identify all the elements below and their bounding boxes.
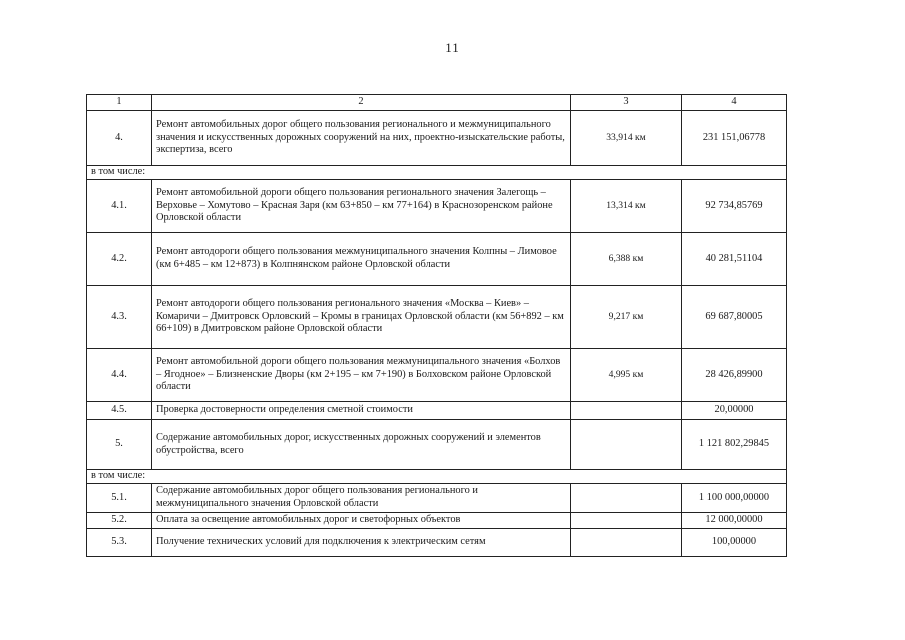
row-description: Проверка достоверности определения сметной стоимости — [152, 402, 571, 420]
page-number: 11 — [445, 40, 460, 55]
subheader-label: в том числе: — [87, 470, 787, 484]
row-amount: 1 100 000,00000 — [682, 484, 787, 513]
table-row — [87, 286, 787, 349]
row-description: Оплата за освещение автомобильных дорог и светофорных объектов — [152, 513, 571, 529]
row-length: 33,914 км — [571, 111, 682, 166]
budget-table — [86, 94, 787, 557]
row-number: 4.5. — [87, 402, 152, 420]
table-row — [87, 349, 787, 402]
table-row — [87, 402, 787, 420]
row-description: Ремонт автодороги общего пользования межмуниципального значения Колпны – Лимовое (км 6+485 – км 12+873) в Колпнянском районе Орловской области — [152, 233, 571, 286]
row-description: Ремонт автомобильной дороги общего пользования регионального значения Залегощь – Верховье – Хомутово – Красная Заря (км 63+850 – км 77+164) в Краснозоренском районе Орловской области — [152, 180, 571, 233]
table-row — [87, 233, 787, 286]
row-length: 9,217 км — [571, 286, 682, 349]
row-description: Ремонт автодороги общего пользования регионального значения «Москва – Киев» – Комаричи – Дмитровск Орловский – Кромы в границах Орловской области (км 56+892 – км 66+109) в Дмитровском районе Орловской области — [152, 286, 571, 349]
row-number: 5.2. — [87, 513, 152, 529]
header-cell-4: 4 — [682, 95, 787, 111]
row-length: 6,388 км — [571, 233, 682, 286]
row-number: 5. — [87, 420, 152, 470]
row-number: 4. — [87, 111, 152, 166]
row-length — [571, 420, 682, 470]
row-amount: 20,00000 — [682, 402, 787, 420]
subheader-label: в том числе: — [87, 166, 787, 180]
row-amount: 1 121 802,29845 — [682, 420, 787, 470]
header-cell-3: 3 — [571, 95, 682, 111]
table-row — [87, 420, 787, 470]
row-length — [571, 484, 682, 513]
row-number: 4.1. — [87, 180, 152, 233]
row-length: 13,314 км — [571, 180, 682, 233]
table-row — [87, 513, 787, 529]
subheader-row — [87, 470, 787, 484]
row-amount: 12 000,00000 — [682, 513, 787, 529]
row-length — [571, 402, 682, 420]
row-length — [571, 529, 682, 557]
row-number: 5.3. — [87, 529, 152, 557]
row-length — [571, 513, 682, 529]
header-cell-1: 1 — [87, 95, 152, 111]
row-amount: 69 687,80005 — [682, 286, 787, 349]
row-amount: 100,00000 — [682, 529, 787, 557]
header-cell-2: 2 — [152, 95, 571, 111]
row-description: Ремонт автомобильной дороги общего пользования межмуниципального значения «Болхов – Ягодное» – Близненские Дворы (км 2+195 – км 7+190) в Болховском районе Орловской области — [152, 349, 571, 402]
row-number: 4.2. — [87, 233, 152, 286]
row-number: 4.4. — [87, 349, 152, 402]
row-description: Содержание автомобильных дорог общего пользования регионального и межмуниципального значения Орловской области — [152, 484, 571, 513]
row-description: Получение технических условий для подключения к электрическим сетям — [152, 529, 571, 557]
row-amount: 28 426,89900 — [682, 349, 787, 402]
row-number: 4.3. — [87, 286, 152, 349]
table-row — [87, 529, 787, 557]
row-description: Ремонт автомобильных дорог общего пользования регионального и межмуниципального значения и искусственных дорожных сооружений на них, проектно-изыскательские работы, экспертиза, всего — [152, 111, 571, 166]
subheader-row — [87, 166, 787, 180]
table-row — [87, 180, 787, 233]
row-amount: 92 734,85769 — [682, 180, 787, 233]
row-number: 5.1. — [87, 484, 152, 513]
row-amount: 40 281,51104 — [682, 233, 787, 286]
row-length: 4,995 км — [571, 349, 682, 402]
table-row — [87, 111, 787, 166]
table-row — [87, 484, 787, 513]
row-description: Содержание автомобильных дорог, искусственных дорожных сооружений и элементов обустройства, всего — [152, 420, 571, 470]
row-amount: 231 151,06778 — [682, 111, 787, 166]
table-header-row — [87, 95, 787, 111]
